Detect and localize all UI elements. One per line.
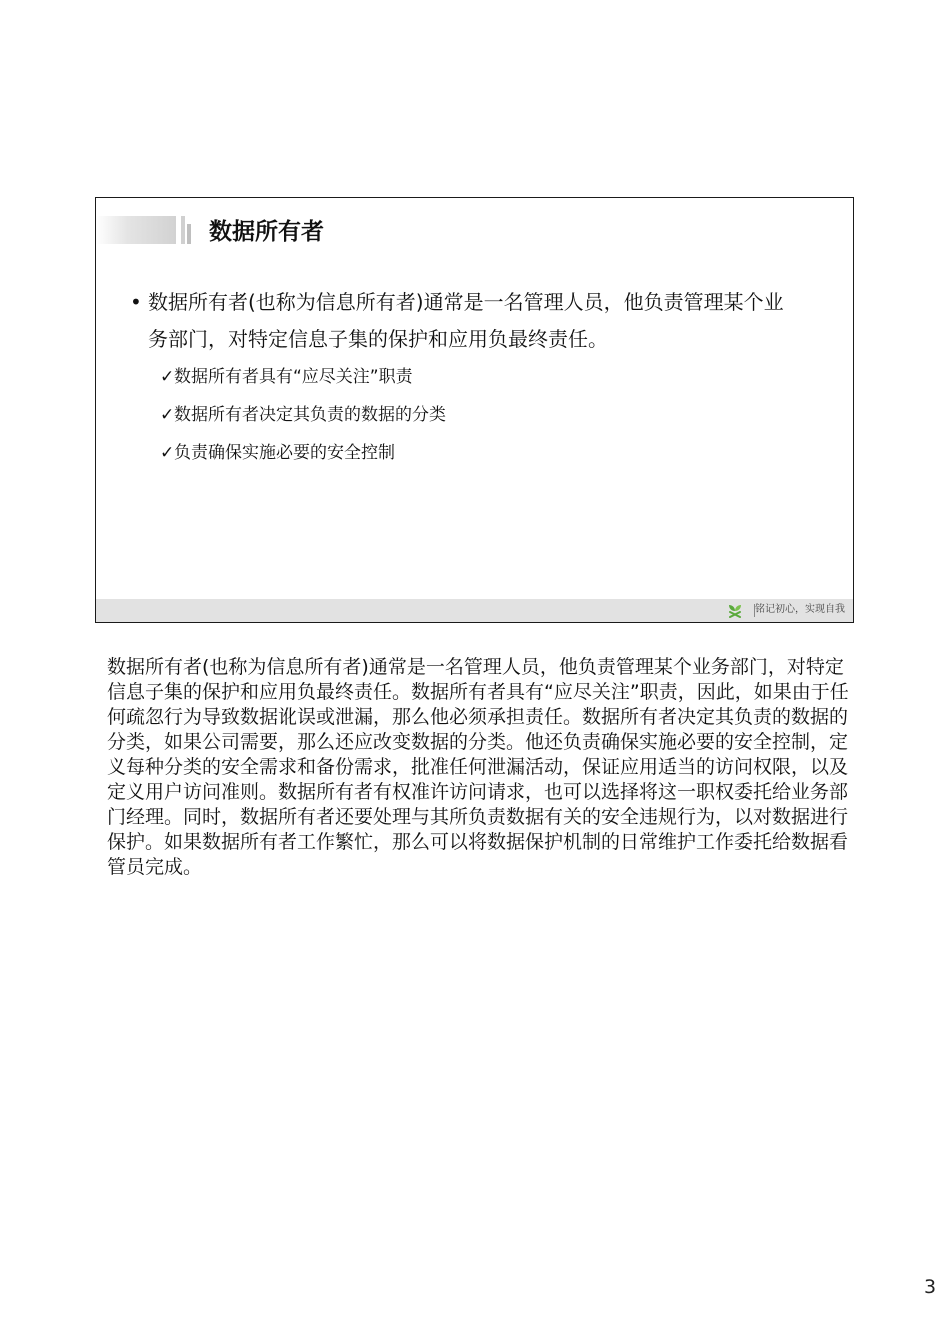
check-icon: ✓ bbox=[160, 405, 175, 425]
sub-point-text: 负责确保实施必要的安全控制 bbox=[174, 443, 395, 463]
sub-point bbox=[160, 404, 446, 442]
sub-point-list bbox=[160, 366, 446, 480]
slide-frame bbox=[95, 197, 854, 623]
sub-point-text: 数据所有者具有“应尽关注”职责 bbox=[174, 367, 413, 387]
title-accent-bar bbox=[96, 216, 176, 244]
bullet-marker: • bbox=[130, 290, 142, 314]
slide-footer bbox=[96, 599, 853, 622]
check-icon: ✓ bbox=[160, 367, 175, 387]
slide-title: 数据所有者 bbox=[209, 219, 324, 245]
bullet-text: 数据所有者(也称为信息所有者)通常是一名管理人员，他负责管理某个业务部门，对特定信息子集的保护和应用负最终责任。 bbox=[148, 290, 784, 351]
check-icon: ✓ bbox=[160, 443, 175, 463]
notes-paragraph: 数据所有者(也称为信息所有者)通常是一名管理人员，他负责管理某个业务部门，对特定信息子集的保护和应用负最终责任。数据所有者具有“应尽关注”职责，因此，如果由于任何疏忽行为导致数据讹误或泄漏，那么他必须承担责任。数据所有者决定其负责的数据的分类，如果公司需要，那么还应改变数据的分类。他还负责确保实施必要的安全控制，定义每种分类的安全需求和备份需求，批准任何泄漏活动，保证应用适当的访问权限，以及定义用户访问准则。数据所有者有权准许访问请求，也可以选择将这一职权委托给业务部门经理。同时，数据所有者还要处理与其所负责数据有关的安全违规行为，以对数据进行保护。如果数据所有者工作繁忙，那么可以将数据保护机制的日常维护工作委托给数据看管员完成。 bbox=[107, 656, 849, 878]
title-accent-tick bbox=[181, 216, 185, 244]
sub-point-text: 数据所有者决定其负责的数据的分类 bbox=[174, 405, 446, 425]
title-accent-tick bbox=[187, 224, 191, 244]
sub-point bbox=[160, 442, 446, 480]
page-number: 3 bbox=[924, 1276, 937, 1298]
sub-point bbox=[160, 366, 446, 404]
bullet-point bbox=[130, 284, 790, 358]
sprout-logo-icon bbox=[727, 602, 743, 619]
footer-slogan: 铭记初心，实现自我 bbox=[755, 604, 845, 615]
